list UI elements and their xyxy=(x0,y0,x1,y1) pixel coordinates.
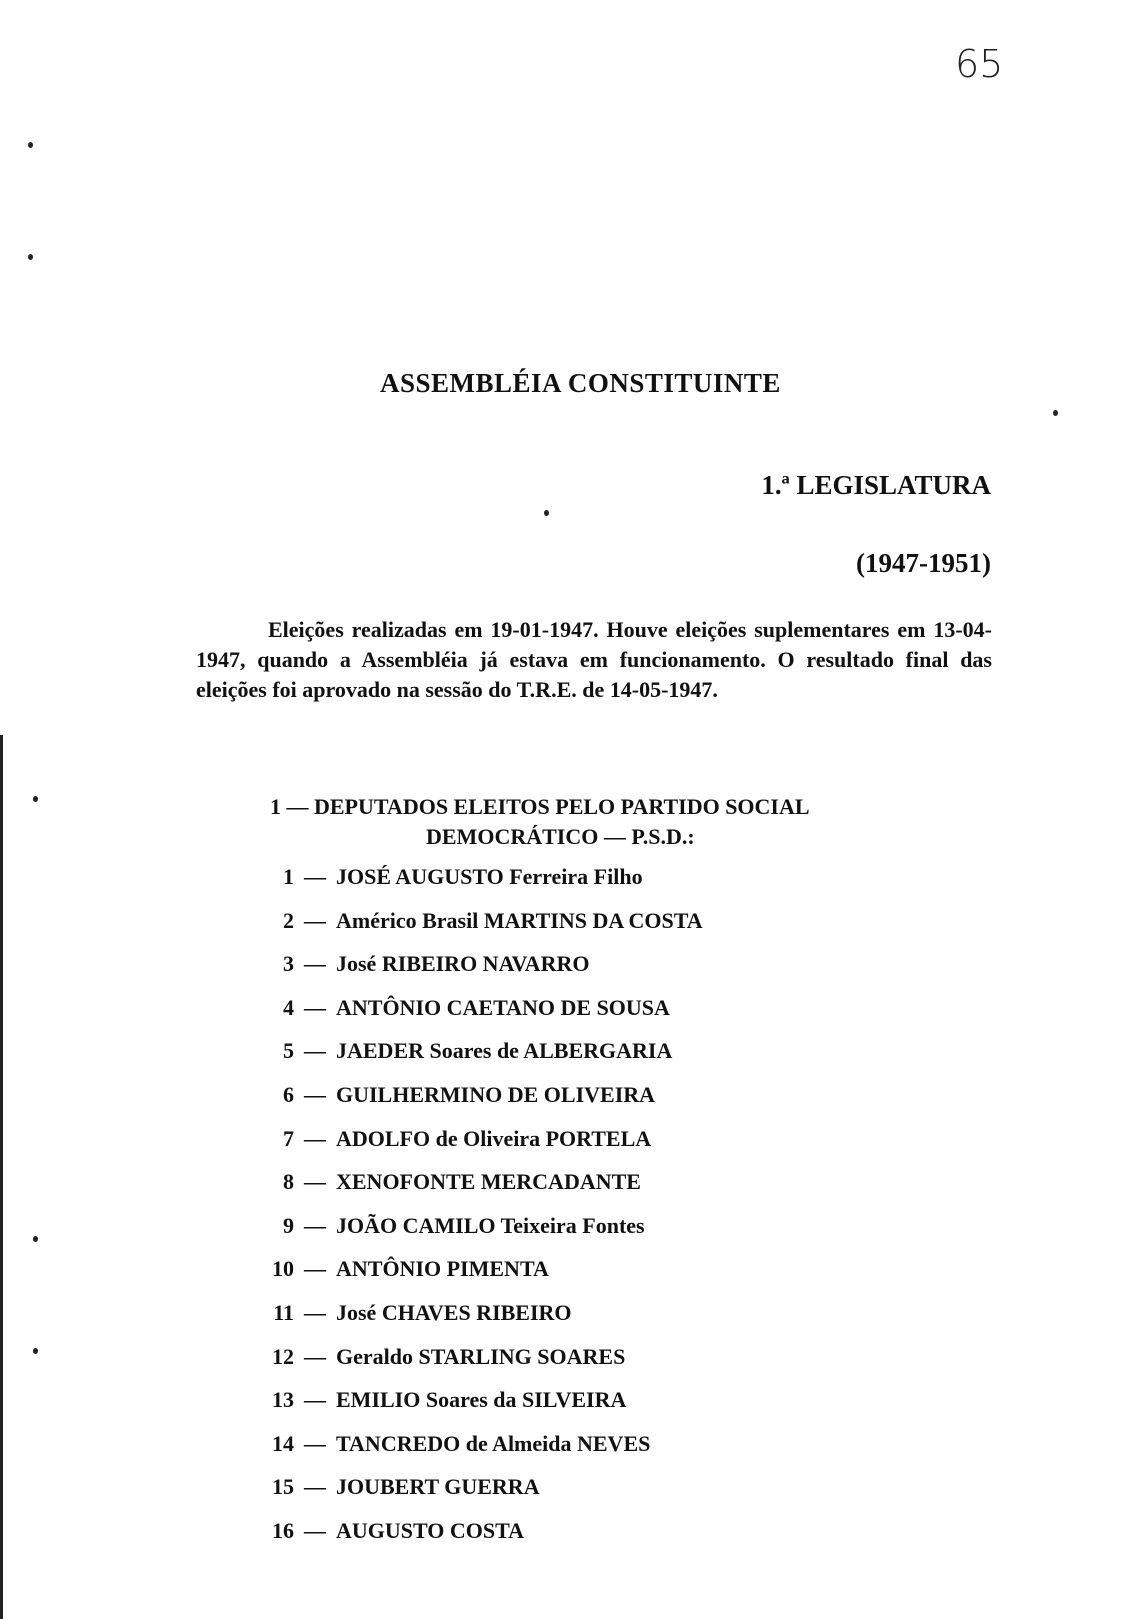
section-line-2: DEMOCRÁTICO — P.S.D.: xyxy=(426,824,695,849)
item-number: 9 xyxy=(283,1212,294,1238)
item-dash: — xyxy=(304,951,326,977)
list-item xyxy=(262,1038,703,1082)
item-dash: — xyxy=(304,1038,326,1064)
item-number: 15 xyxy=(272,1474,294,1500)
item-number: 5 xyxy=(283,1038,294,1064)
item-name: GUILHERMINO DE OLIVEIRA xyxy=(336,1081,656,1107)
item-dash: — xyxy=(304,1212,326,1238)
item-name: ANTÔNIO CAETANO DE SOUSA xyxy=(336,994,670,1020)
item-dash: — xyxy=(304,1430,326,1456)
list-item xyxy=(262,1256,703,1300)
list-item xyxy=(262,1082,703,1126)
list-item xyxy=(262,908,703,952)
section-dash: — xyxy=(286,794,309,819)
item-name: XENOFONTE MERCADANTE xyxy=(336,1169,641,1195)
list-item xyxy=(262,1518,703,1562)
scan-speck xyxy=(33,1236,38,1242)
intro-paragraph xyxy=(196,615,992,705)
list-item xyxy=(262,1169,703,1213)
item-number: 7 xyxy=(283,1125,294,1151)
scan-speck xyxy=(544,510,549,516)
section-heading xyxy=(270,792,930,852)
page-number: 65 xyxy=(955,42,1004,86)
item-name: TANCREDO de Almeida NEVES xyxy=(336,1430,651,1456)
item-name: ANTÔNIO PIMENTA xyxy=(336,1256,549,1282)
item-number: 8 xyxy=(283,1169,294,1195)
period-heading: (1947-1951) xyxy=(856,548,991,578)
page-title: ASSEMBLÉIA CONSTITUINTE xyxy=(380,368,781,398)
item-name: Américo Brasil MARTINS DA COSTA xyxy=(336,907,703,933)
item-number: 11 xyxy=(273,1299,294,1325)
item-dash: — xyxy=(304,994,326,1020)
scan-speck xyxy=(28,254,33,260)
item-name: JAEDER Soares de ALBERGARIA xyxy=(336,1038,673,1064)
section-line-1: DEPUTADOS ELEITOS PELO PARTIDO SOCIAL xyxy=(314,794,810,819)
item-dash: — xyxy=(304,1125,326,1151)
section-number: 1 xyxy=(270,794,281,819)
item-number: 1 xyxy=(283,864,294,889)
list-item xyxy=(262,1126,703,1170)
list-item xyxy=(262,864,703,908)
list-item xyxy=(262,1213,703,1257)
deputies-list xyxy=(262,864,703,1562)
item-name: José RIBEIRO NAVARRO xyxy=(336,951,590,977)
item-name: JOSÉ AUGUSTO Ferreira Filho xyxy=(336,864,643,889)
scan-speck xyxy=(28,142,33,148)
item-number: 6 xyxy=(283,1081,294,1107)
list-item xyxy=(262,1344,703,1388)
item-number: 16 xyxy=(272,1517,294,1543)
item-dash: — xyxy=(304,864,326,889)
list-item xyxy=(262,1474,703,1518)
scan-speck xyxy=(33,796,38,802)
scan-speck xyxy=(33,1348,38,1354)
item-number: 2 xyxy=(283,907,294,933)
list-item xyxy=(262,951,703,995)
item-dash: — xyxy=(304,907,326,933)
item-name: ADOLFO de Oliveira PORTELA xyxy=(336,1125,652,1151)
item-number: 13 xyxy=(272,1387,294,1413)
item-dash: — xyxy=(304,1081,326,1107)
scan-speck xyxy=(1053,410,1058,416)
item-dash: — xyxy=(304,1256,326,1282)
item-name: José CHAVES RIBEIRO xyxy=(336,1299,572,1325)
list-item xyxy=(262,995,703,1039)
item-number: 14 xyxy=(272,1430,294,1456)
item-name: Geraldo STARLING SOARES xyxy=(336,1343,626,1369)
item-number: 10 xyxy=(272,1256,294,1282)
item-name: EMILIO Soares da SILVEIRA xyxy=(336,1387,627,1413)
item-number: 12 xyxy=(272,1343,294,1369)
item-name: AUGUSTO COSTA xyxy=(336,1517,525,1543)
list-item xyxy=(262,1387,703,1431)
item-number: 3 xyxy=(283,951,294,977)
legislatura-heading: 1.ª LEGISLATURA xyxy=(761,470,991,500)
item-dash: — xyxy=(304,1517,326,1543)
list-item xyxy=(262,1431,703,1475)
item-dash: — xyxy=(304,1387,326,1413)
scan-edge xyxy=(0,735,3,1619)
item-name: JOUBERT GUERRA xyxy=(336,1474,540,1500)
item-dash: — xyxy=(304,1343,326,1369)
list-item xyxy=(262,1300,703,1344)
item-dash: — xyxy=(304,1169,326,1195)
item-dash: — xyxy=(304,1474,326,1500)
intro-text: Eleições realizadas em 19-01-1947. Houve eleições suplementares em 13-04-1947, quando a Assembléia já estava em funcionamento. O resultado final das eleições foi aprovado na sessão do T.R.E. de 14-05-1947. xyxy=(196,617,992,702)
item-dash: — xyxy=(304,1299,326,1325)
item-name: JOÃO CAMILO Teixeira Fontes xyxy=(336,1212,645,1238)
item-number: 4 xyxy=(283,994,294,1020)
